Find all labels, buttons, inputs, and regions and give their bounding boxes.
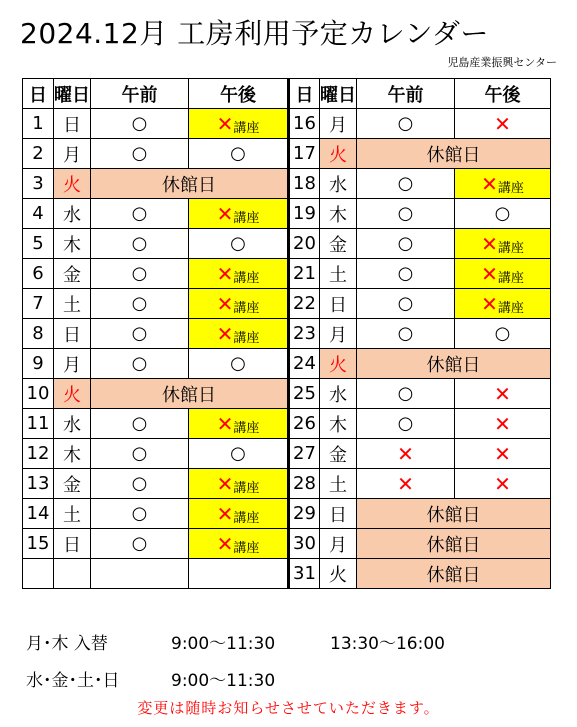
course-label: 講座 <box>233 330 260 346</box>
course-cell <box>189 529 289 559</box>
closed-cell: 休館日 <box>91 169 289 199</box>
available-mark <box>189 229 289 259</box>
header-weekday: 曜日 <box>54 79 91 109</box>
available-icon: ○ <box>131 443 148 464</box>
available-icon: ○ <box>397 323 414 344</box>
hours-slot-2: 13:30～16:00 <box>330 634 445 654</box>
course-cell <box>189 199 289 229</box>
available-mark <box>91 469 189 499</box>
weekday: 水 <box>320 379 357 409</box>
weekday: 木 <box>54 229 91 259</box>
weekday <box>54 559 91 589</box>
available-icon: ○ <box>131 203 148 224</box>
available-mark <box>91 229 189 259</box>
course-cell <box>189 469 289 499</box>
available-mark <box>189 349 289 379</box>
course-label: 講座 <box>233 270 260 286</box>
available-mark <box>91 529 189 559</box>
calendar-row <box>23 229 551 259</box>
unavailable-mark <box>455 439 551 469</box>
header-pm: 午後 <box>455 79 551 109</box>
weekday: 金 <box>320 229 357 259</box>
closed-cell: 休館日 <box>357 529 551 559</box>
weekday: 水 <box>54 199 91 229</box>
unavailable-icon: ✕ <box>494 411 511 436</box>
calendar-row <box>23 499 551 529</box>
day-number: 25 <box>289 379 320 409</box>
day-number: 23 <box>289 319 320 349</box>
course-cell <box>189 109 289 139</box>
available-mark <box>91 349 189 379</box>
available-mark <box>357 109 455 139</box>
course-cell <box>189 499 289 529</box>
available-mark <box>91 439 189 469</box>
day-number: 22 <box>289 289 320 319</box>
available-mark <box>357 409 455 439</box>
weekday: 土 <box>320 259 357 289</box>
course-label: 講座 <box>233 120 260 136</box>
available-icon: ○ <box>397 383 414 404</box>
available-mark <box>189 439 289 469</box>
empty-cell <box>91 559 189 589</box>
course-label: 講座 <box>497 270 524 286</box>
weekday: 木 <box>54 439 91 469</box>
calendar-row <box>23 169 551 199</box>
calendar-row <box>23 439 551 469</box>
calendar-row <box>23 199 551 229</box>
day-number: 11 <box>23 409 54 439</box>
calendar-table <box>22 78 551 589</box>
weekday: 土 <box>54 499 91 529</box>
day-number: 8 <box>23 319 54 349</box>
header-am: 午前 <box>357 79 455 109</box>
available-icon: ○ <box>397 233 414 254</box>
unavailable-mark <box>455 109 551 139</box>
day-number: 27 <box>289 439 320 469</box>
day-number: 15 <box>23 529 54 559</box>
available-mark <box>91 409 189 439</box>
unavailable-icon: ✕ <box>216 471 234 496</box>
available-mark <box>357 229 455 259</box>
weekday: 火 <box>54 169 91 199</box>
hours-row-2 <box>26 670 275 692</box>
header-am: 午前 <box>91 79 189 109</box>
available-mark <box>91 259 189 289</box>
available-icon: ○ <box>131 263 148 284</box>
weekday: 日 <box>54 109 91 139</box>
available-icon: ○ <box>397 293 414 314</box>
weekday: 日 <box>320 289 357 319</box>
available-icon: ○ <box>397 113 414 134</box>
weekday: 火 <box>320 559 357 589</box>
notice-text: 変更は随時お知らせさせていただきます。 <box>137 699 440 717</box>
closed-cell: 休館日 <box>91 379 289 409</box>
day-number: 26 <box>289 409 320 439</box>
day-number: 31 <box>289 559 320 589</box>
unavailable-icon: ✕ <box>216 321 234 346</box>
available-mark <box>357 259 455 289</box>
course-label: 講座 <box>233 540 260 556</box>
available-icon: ○ <box>131 353 148 374</box>
day-number: 18 <box>289 169 320 199</box>
calendar-row <box>23 319 551 349</box>
available-icon: ○ <box>131 413 148 434</box>
day-number: 1 <box>23 109 54 139</box>
closed-cell: 休館日 <box>357 349 551 379</box>
day-number: 21 <box>289 259 320 289</box>
day-number: 14 <box>23 499 54 529</box>
unavailable-icon: ✕ <box>216 201 234 226</box>
day-number <box>23 559 54 589</box>
available-mark <box>91 139 189 169</box>
day-number: 5 <box>23 229 54 259</box>
organization-name: 児島産業振興センター <box>447 56 557 69</box>
available-mark <box>91 109 189 139</box>
weekday: 土 <box>54 289 91 319</box>
unavailable-icon: ✕ <box>216 291 234 316</box>
day-number: 28 <box>289 469 320 499</box>
unavailable-icon: ✕ <box>494 441 511 466</box>
unavailable-icon: ✕ <box>216 411 234 436</box>
available-mark <box>357 289 455 319</box>
course-cell <box>189 259 289 289</box>
day-number: 17 <box>289 139 320 169</box>
day-number: 3 <box>23 169 54 199</box>
header-pm: 午後 <box>189 79 289 109</box>
hours-row-1 <box>26 633 445 655</box>
available-icon: ○ <box>397 263 414 284</box>
unavailable-icon: ✕ <box>494 111 511 136</box>
available-icon: ○ <box>397 173 414 194</box>
hours-slot-1: 9:00～11:30 <box>171 671 276 691</box>
weekday: 金 <box>320 439 357 469</box>
weekday: 水 <box>320 169 357 199</box>
day-number: 10 <box>23 379 54 409</box>
day-number: 2 <box>23 139 54 169</box>
course-cell <box>189 289 289 319</box>
calendar-row <box>23 559 551 589</box>
course-label: 講座 <box>233 210 260 226</box>
unavailable-icon: ✕ <box>481 231 498 256</box>
day-number: 13 <box>23 469 54 499</box>
unavailable-icon: ✕ <box>481 261 498 286</box>
unavailable-icon: ✕ <box>216 531 234 556</box>
hours-days: 水･金･土･日 <box>26 671 120 691</box>
course-cell <box>455 289 551 319</box>
available-mark <box>91 499 189 529</box>
unavailable-mark <box>455 469 551 499</box>
available-icon: ○ <box>131 233 148 254</box>
calendar-row <box>23 379 551 409</box>
unavailable-mark <box>455 409 551 439</box>
course-label: 講座 <box>233 420 260 436</box>
available-mark <box>455 319 551 349</box>
weekday: 木 <box>320 199 357 229</box>
available-icon: ○ <box>131 473 148 494</box>
available-icon: ○ <box>397 413 414 434</box>
calendar-row <box>23 139 551 169</box>
course-cell <box>455 259 551 289</box>
weekday: 月 <box>320 529 357 559</box>
available-icon: ○ <box>230 353 246 374</box>
available-icon: ○ <box>131 323 148 344</box>
course-label: 講座 <box>497 240 524 256</box>
day-number: 9 <box>23 349 54 379</box>
available-icon: ○ <box>131 143 148 164</box>
closed-cell: 休館日 <box>357 139 551 169</box>
calendar-row <box>23 409 551 439</box>
unavailable-mark <box>455 379 551 409</box>
calendar-row <box>23 469 551 499</box>
hours-slot-1: 9:00～11:30 <box>171 634 276 654</box>
calendar-row <box>23 259 551 289</box>
unavailable-icon: ✕ <box>216 501 234 526</box>
available-mark <box>357 169 455 199</box>
closed-cell: 休館日 <box>357 559 551 589</box>
unavailable-icon: ✕ <box>481 171 498 196</box>
day-number: 19 <box>289 199 320 229</box>
available-icon: ○ <box>131 293 148 314</box>
hours-days: 月･木 入替 <box>26 634 108 654</box>
day-number: 29 <box>289 499 320 529</box>
weekday: 金 <box>54 259 91 289</box>
weekday: 木 <box>320 409 357 439</box>
available-icon: ○ <box>230 233 246 254</box>
available-icon: ○ <box>230 443 246 464</box>
day-number: 24 <box>289 349 320 379</box>
course-label: 講座 <box>233 510 260 526</box>
course-label: 講座 <box>233 480 260 496</box>
day-number: 30 <box>289 529 320 559</box>
available-icon: ○ <box>131 113 148 134</box>
weekday: 火 <box>54 379 91 409</box>
available-mark <box>91 319 189 349</box>
header-row <box>23 79 551 109</box>
course-cell <box>455 229 551 259</box>
weekday: 金 <box>54 469 91 499</box>
available-icon: ○ <box>494 323 511 344</box>
day-number: 6 <box>23 259 54 289</box>
available-icon: ○ <box>397 203 414 224</box>
available-mark <box>91 199 189 229</box>
weekday: 日 <box>320 499 357 529</box>
calendar-row <box>23 349 551 379</box>
available-mark <box>357 199 455 229</box>
weekday: 土 <box>320 469 357 499</box>
closed-cell: 休館日 <box>357 499 551 529</box>
unavailable-mark <box>357 439 455 469</box>
course-label: 講座 <box>497 180 524 196</box>
day-number: 7 <box>23 289 54 319</box>
unavailable-icon: ✕ <box>397 441 414 466</box>
day-number: 16 <box>289 109 320 139</box>
course-label: 講座 <box>497 300 524 316</box>
available-icon: ○ <box>131 503 148 524</box>
calendar-row <box>23 289 551 319</box>
calendar-title: 2024.12月 工房利用予定カレンダー <box>20 17 489 50</box>
calendar-body <box>23 109 551 589</box>
empty-cell <box>189 559 289 589</box>
weekday: 日 <box>54 529 91 559</box>
unavailable-icon: ✕ <box>397 471 414 496</box>
header-day: 日 <box>289 79 320 109</box>
course-cell <box>189 319 289 349</box>
unavailable-icon: ✕ <box>216 261 234 286</box>
unavailable-mark <box>357 469 455 499</box>
day-number: 20 <box>289 229 320 259</box>
available-icon: ○ <box>494 203 511 224</box>
available-mark <box>91 289 189 319</box>
day-number: 4 <box>23 199 54 229</box>
available-mark <box>357 379 455 409</box>
available-mark <box>189 139 289 169</box>
weekday: 火 <box>320 349 357 379</box>
available-mark <box>455 199 551 229</box>
weekday: 水 <box>54 409 91 439</box>
unavailable-icon: ✕ <box>494 471 511 496</box>
weekday: 月 <box>54 139 91 169</box>
available-mark <box>357 319 455 349</box>
course-cell <box>189 409 289 439</box>
weekday: 月 <box>320 109 357 139</box>
weekday: 月 <box>320 319 357 349</box>
header-day: 日 <box>23 79 54 109</box>
weekday: 日 <box>54 319 91 349</box>
calendar-row <box>23 529 551 559</box>
course-label: 講座 <box>233 300 260 316</box>
day-number: 12 <box>23 439 54 469</box>
unavailable-icon: ✕ <box>216 111 234 136</box>
weekday: 月 <box>54 349 91 379</box>
calendar-row <box>23 109 551 139</box>
header-weekday: 曜日 <box>320 79 357 109</box>
available-icon: ○ <box>131 533 148 554</box>
weekday: 火 <box>320 139 357 169</box>
course-cell <box>455 169 551 199</box>
unavailable-icon: ✕ <box>494 381 511 406</box>
unavailable-icon: ✕ <box>481 291 498 316</box>
available-icon: ○ <box>230 143 246 164</box>
